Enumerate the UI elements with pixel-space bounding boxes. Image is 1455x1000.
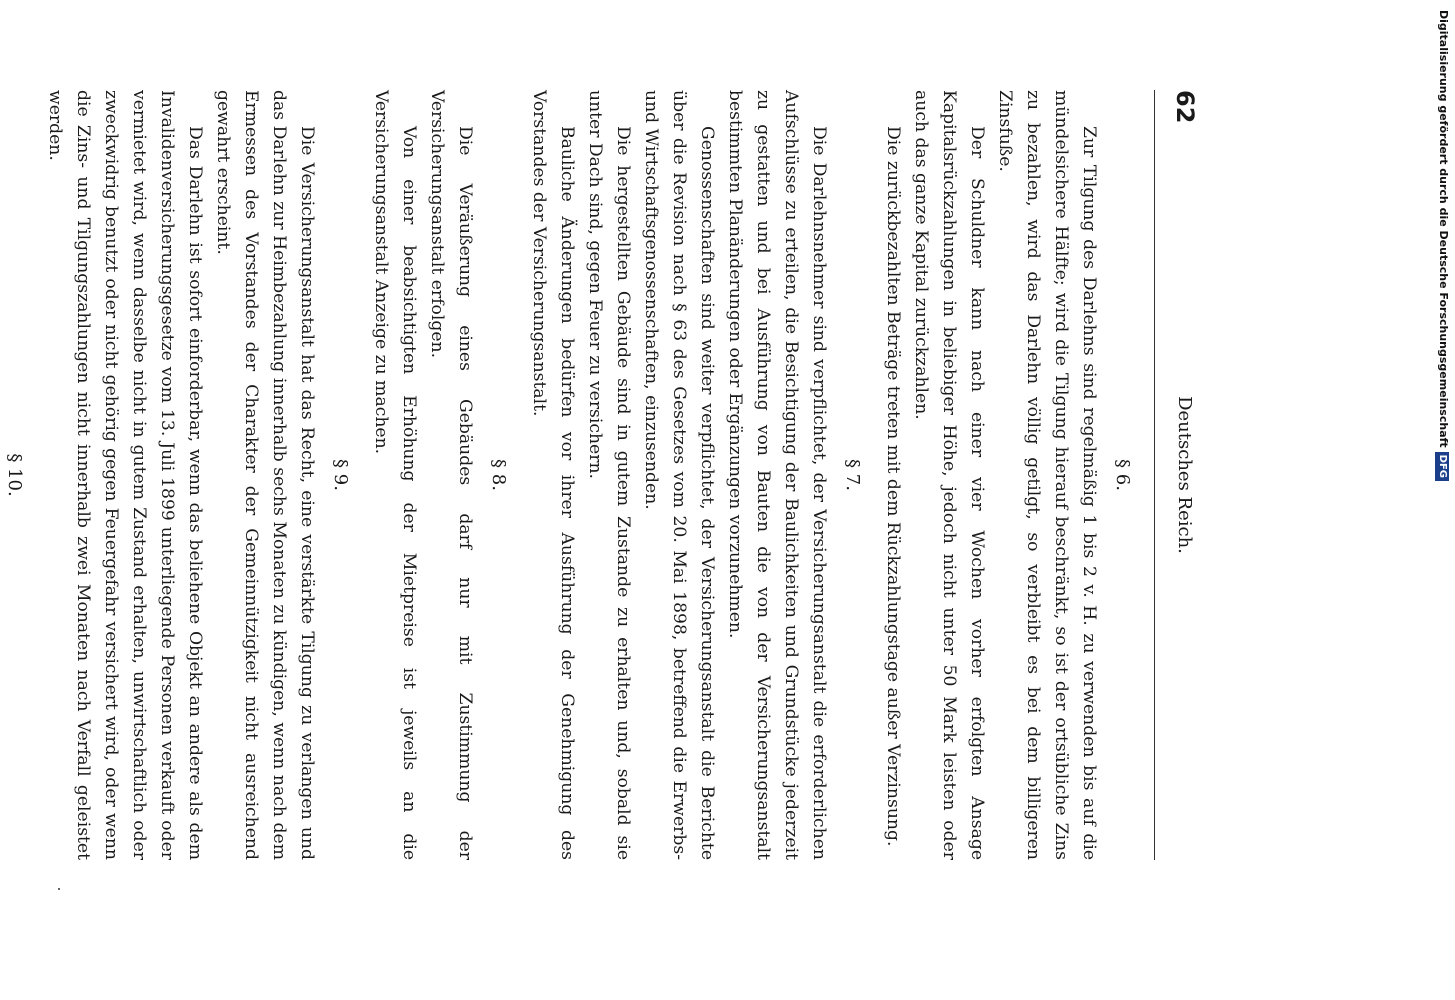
- dfg-logo: DFG: [1435, 452, 1449, 481]
- paragraph: Das Darlehn ist sofort einforderbar, wenn das beliehene Objekt an andere als dem Invalidenversicherungsgesetze vom 13. Juli 1899 unterliegende Personen verkauft oder vermietet wird, wenn dasselbe nicht in gutem Zustand erhalten, unwirtschaftlich oder zweckwidrig benutzt oder nicht gehörig gegen Feuergefahr versichert wird, oder wenn die Zins- und Tilgungszahlungen nicht innerhalb zwei Monaten nach Verfall geleistet werden.: [45, 90, 205, 860]
- running-head: Deutsches Reich.: [1174, 396, 1195, 554]
- paragraph: Bauliche Änderungen bedürfen vor ihrer Ausführung der Genehmigung des Vorstandes der Versicherungsanstalt.: [529, 90, 577, 860]
- paragraph: Die Veräußerung eines Gebäudes darf nur mit Zustimmung der Versicherungsanstalt erfolgen.: [427, 90, 475, 860]
- page-number: 62: [1171, 90, 1199, 124]
- body-text: [0, 90, 1143, 860]
- paragraph: Der Schuldner kann nach einer vier Wochen vorher erfolgten Ansage Kapitalsrückzahlungen in beliebiger Höhe, jedoch nicht unter 50 Mark leisten oder auch das ganze Kapital zurückzahlen.: [911, 90, 987, 860]
- section-heading-7: § 7.: [842, 459, 863, 491]
- paragraph: Genossenschaften sind weiter verpflichtet, der Versicherungsanstalt die Berichte über die Revision nach § 63 des Gesetzes vom 20. Mai 1898, betreffend die Erwerbs- und Wirtschaftsgenossenschaften, einzusenden.: [641, 90, 717, 860]
- rotated-page: [4, 90, 1205, 860]
- section-heading-10: § 10.: [4, 453, 25, 497]
- paragraph: Die Darlehnsnehmer sind verpflichtet, der Versicherungsanstalt die erforderlichen Aufschlüsse zu erteilen, die Besichtigung der Baulichkeiten und Grundstücke jederzeit zu gestatten und bei Ausführung von Bauten die von der Versicherungsanstalt bestimmten Planänderungen oder Ergänzungen vorzunehmen.: [725, 90, 829, 860]
- paragraph: Zur Tilgung des Darlehns sind regelmäßig 1 bis 2 v. H. zu verwenden bis auf die mündelsichere Hälfte; wird die Tilgung hierauf beschränkt, so ist der ortsübliche Zins zu bezahlen, wird das Darlehn völlig getilgt, so verbleibt es bei dem billigeren Zinsfuße.: [995, 90, 1099, 860]
- scan-speck: [58, 888, 60, 890]
- section-heading-8: § 8.: [488, 459, 509, 491]
- section-heading-6: § 6.: [1112, 459, 1133, 491]
- paragraph: Von einer beabsichtigten Erhöhung der Mietpreise ist jeweils an die Versicherungsanstalt Anzeige zu machen.: [371, 90, 419, 860]
- section-heading-9: § 9.: [330, 459, 351, 491]
- paragraph: Die zurückbezahlten Beträge treten mit dem Rückzahlungstage außer Verzinsung.: [883, 126, 903, 847]
- digitization-notice-text: Digitalisierung gefördert durch die Deutsche Forschungsgemeinschaft: [1437, 10, 1450, 448]
- paragraph: Die hergestellten Gebäude sind in gutem Zustande zu erhalten und, sobald sie unter Dach sind, gegen Feuer zu versichern.: [585, 90, 633, 860]
- paragraph: Die Versicherungsanstalt hat das Recht, eine verstärkte Tilgung zu verlangen und das Darlehn zur Heimbezahlung innerhalb sechs Monaten zu kündigen, wenn nach dem Ermessen des Vorstandes der Charakter der Gemeinnützigkeit nicht ausreichend gewahrt erscheint.: [213, 90, 317, 860]
- page-header: [1154, 90, 1205, 860]
- digitization-notice: [1435, 10, 1450, 481]
